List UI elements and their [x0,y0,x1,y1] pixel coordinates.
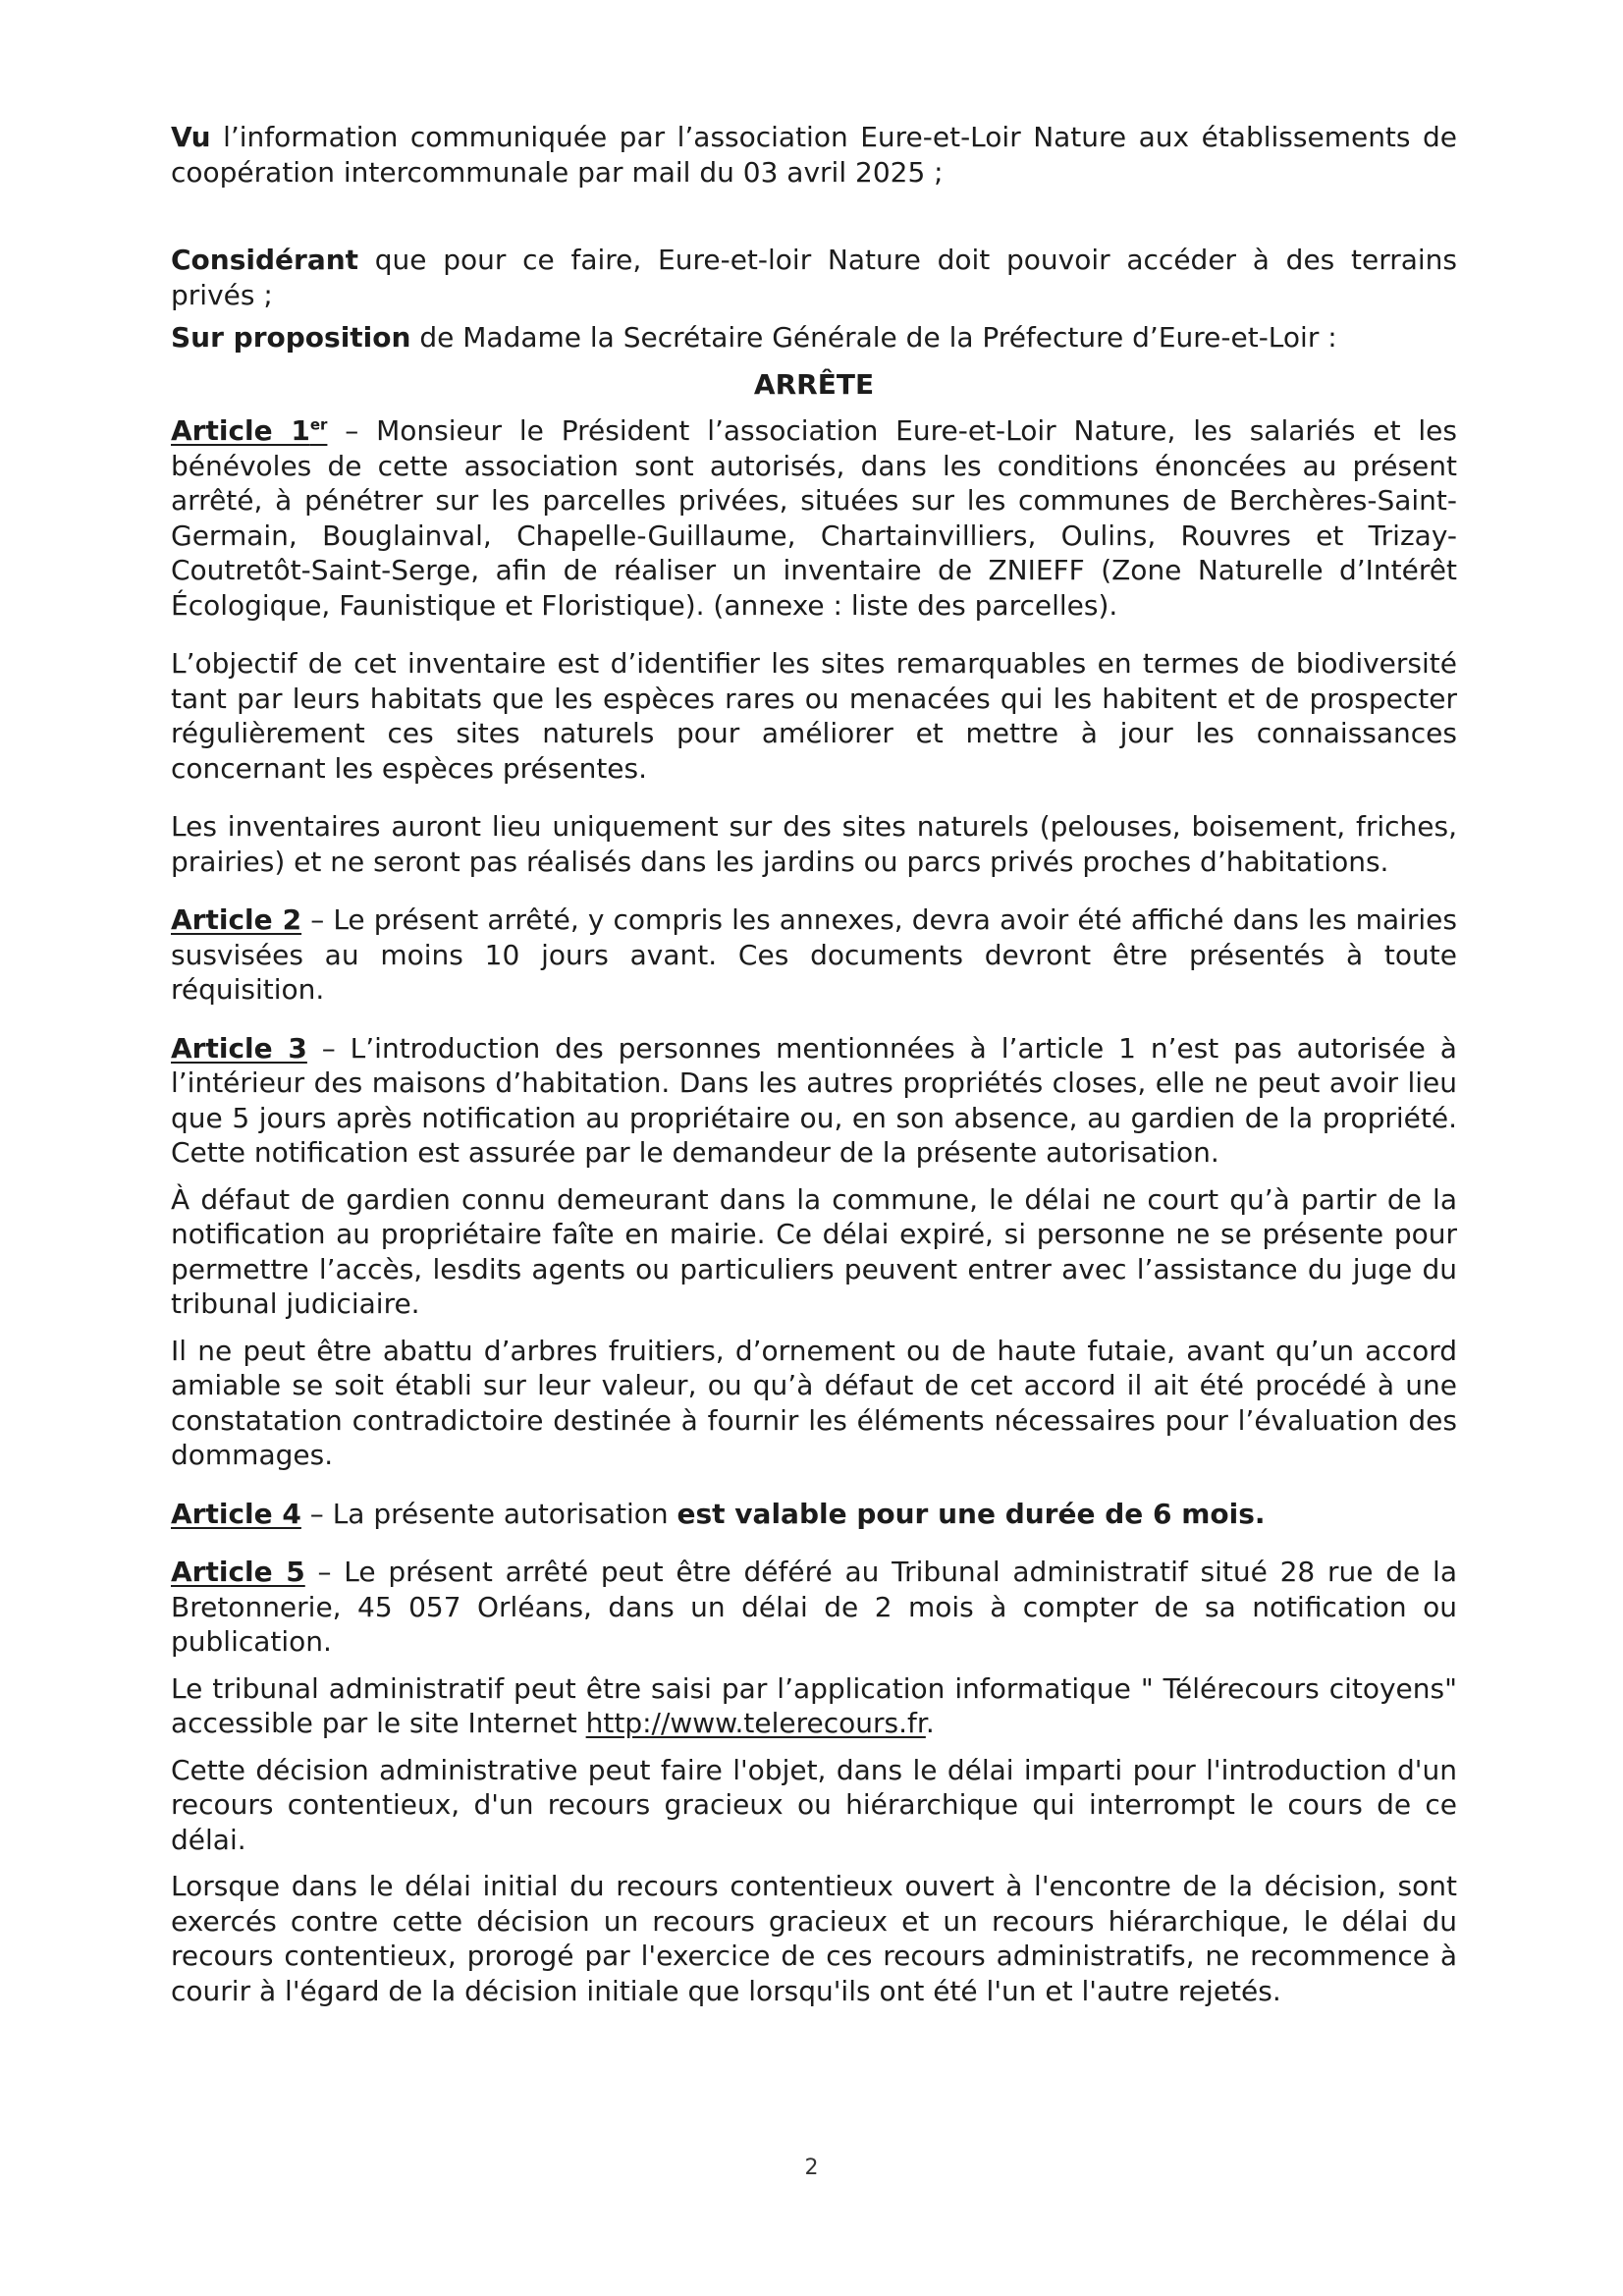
spacer [171,1473,1457,1497]
article-1-paragraph-2: L’objectif de cet inventaire est d’identifier les sites remarquables en termes de biodiversité tant par leurs habitats que les espèces rares ou menacées qui les habitent et de prospecter régulièrement ces sites naturels pour améliorer et mettre à jour les connaissances concernant les espèces présentes. [171,647,1457,785]
article-3-title: Article 3 [171,1031,307,1065]
article-1-text: Monsieur le Président l’association Eure-et-Loir Nature, les salariés et les bénévoles de cette association sont autorisés, dans les conditions énoncées au présent arrêté, à pénétrer sur les parcelles privées, situées sur les communes de Berchères-Saint-Germain, Bouglainval, Chapelle-Guillaume, Chartainvilliers, Oulins, Rouvres et Trizay-Coutretôt-Saint-Serge, afin de réaliser un inventaire de ZNIEFF (Zone Naturelle d’Intérêt Écologique, Faunistique et Floristique). (annexe : liste des parcelles). [171,414,1457,622]
vu-text: l’information communiquée par l’association Eure-et-Loir Nature aux établissements de coopération intercommunale par mail du 03 avril 2025 ; [171,121,1457,189]
spacer [171,1171,1457,1182]
document-page [171,120,1457,2008]
page-number: 2 [804,2156,819,2180]
article-3-separator: – [306,1031,351,1065]
proposition-text: de Madame la Secrétaire Générale de la Préfecture d’Eure-et-Loir : [410,321,1337,354]
spacer [171,1008,1457,1031]
telerecours-link[interactable]: http://www.telerecours.fr [585,1707,926,1739]
article-4 [171,1497,1457,1532]
spacer [171,786,1457,809]
article-1-title [171,414,327,447]
spacer [171,1660,1457,1671]
arrete-heading: ARRÊTE [753,367,875,401]
spacer [171,1741,1457,1753]
spacer [171,355,1457,367]
article-4-text-bold: est valable pour une durée de 6 mois. [676,1497,1266,1530]
article-2-text: Le présent arrêté, y compris les annexes, devra avoir été affiché dans les mairies susvisées au moins 10 jours avant. Ces documents devront être présentés à toute réquisition. [171,903,1457,1006]
proposition-lead: Sur proposition [171,321,411,354]
article-5-paragraph-3: Cette décision administrative peut faire l'objet, dans le délai imparti pour l'introduction d'un recours contentieux, d'un recours gracieux ou hiérarchique qui interrompt le cours de ce délai. [171,1753,1457,1856]
article-3 [171,1031,1457,1171]
article-5-p2-end: . [925,1707,935,1739]
article-3-paragraph-3: Il ne peut être abattu d’arbres fruitiers, d’ornement ou de haute futaie, avant qu’un accord amiable se soit établi sur leur valeur, ou qu’à défaut de cet accord il ait été procédé à une constatation contradictoire destinée à fournir les éléments nécessaires pour l’évaluation des dommages. [171,1334,1457,1471]
article-5-paragraph-2 [171,1671,1457,1741]
article-5 [171,1555,1457,1660]
considerant-text: que pour ce faire, Eure-et-loir Nature doit pouvoir accéder à des terrains privés ; [171,244,1457,311]
spacer [171,879,1457,902]
article-4-separator: – [300,1497,333,1530]
article-4-title: Article 4 [171,1497,301,1530]
spacer [171,402,1457,413]
vu-lead: Vu [171,121,211,153]
paragraph-proposition [171,320,1457,355]
article-5-p2-text: Le tribunal administratif peut être saisi par l’application informatique " Télérecours citoyens" accessible par le site Internet [171,1671,1457,1739]
article-3-text: L’introduction des personnes mentionnées à l’article 1 n’est pas autorisée à l’intérieur des maisons d’habitation. Dans les autres propriétés closes, elle ne peut avoir lieu que 5 jours après notification au propriétaire ou, en son absence, au gardien de la propriété. Cette notification est assurée par le demandeur de la présente autorisation. [171,1031,1457,1169]
article-1-paragraph-3: Les inventaires auront lieu uniquement sur des sites naturels (pelouses, boisement, friches, prairies) et ne seront pas réalisés dans les jardins ou parcs privés proches d’habitations. [171,810,1457,878]
spacer [171,623,1457,646]
spacer [171,1322,1457,1334]
paragraph-vu [171,120,1457,190]
considerant-lead: Considérant [171,244,359,276]
article-1-separator: – [327,414,377,447]
article-2-title: Article 2 [171,903,302,936]
spacer [171,190,1457,243]
article-5-separator: – [304,1556,345,1588]
article-3-paragraph-2: À défaut de gardien connu demeurant dans la commune, le délai ne court qu’à partir de la notification au propriétaire faîte en mairie. Ce délai expiré, si personne ne se présente pour permettre l’accès, lesdits agents ou particuliers peuvent entrer avec l’assistance du juge du tribunal judiciaire. [171,1182,1457,1320]
article-5-title: Article 5 [171,1556,305,1588]
article-1-title-text: Article 1 [171,414,310,447]
article-1 [171,413,1457,623]
article-2 [171,902,1457,1008]
article-1-title-sup: er [309,415,328,434]
spacer [171,1857,1457,1869]
article-5-paragraph-4: Lorsque dans le délai initial du recours contentieux ouvert à l'encontre de la décision, sont exercés contre cette décision un recours gracieux et un recours hiérarchique, le délai du recours contentieux, prorogé par l'exercice de ces recours administratifs, ne recommence à courir à l'égard de la décision initiale que lorsqu'ils ont été l'un et l'autre rejetés. [171,1870,1457,2007]
spacer [171,1531,1457,1555]
spacer [171,312,1457,320]
paragraph-considerant [171,243,1457,312]
article-4-text: La présente autorisation [332,1497,677,1530]
article-2-separator: – [301,903,334,936]
article-5-text: Le présent arrêté peut être déféré au Tribunal administratif situé 28 rue de la Bretonnerie, 45 057 Orléans, dans un délai de 2 mois à compter de sa notification ou publication. [171,1556,1457,1658]
